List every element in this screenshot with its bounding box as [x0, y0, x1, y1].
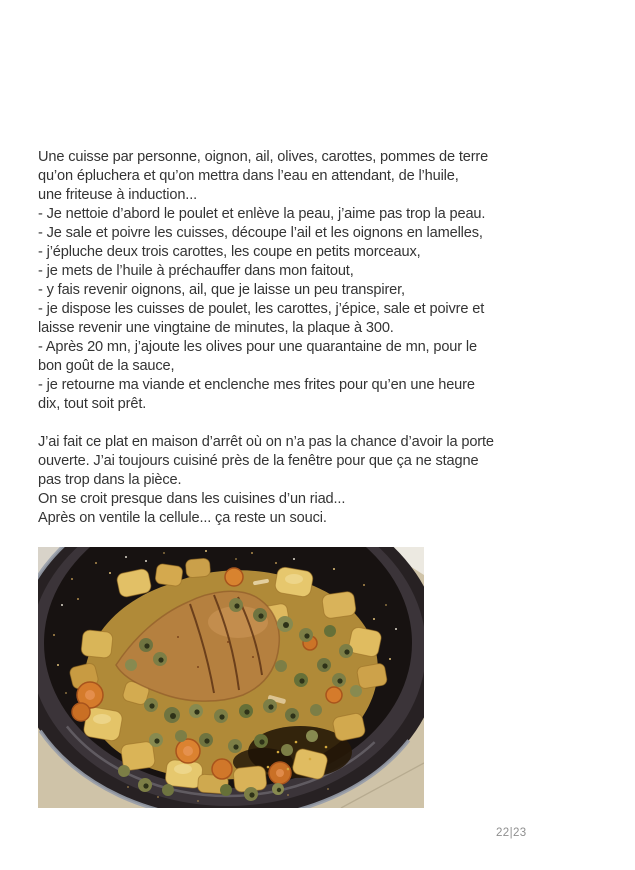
body-text-line: - j’épluche deux trois carottes, les coupe en petits morceaux,	[38, 244, 421, 260]
body-text-line: - y fais revenir oignons, ail, que je laisse un peu transpirer,	[38, 282, 405, 298]
note-paragraph	[38, 433, 520, 528]
body-text-line: On se croit presque dans les cuisines d’un riad...	[38, 491, 346, 507]
body-text-line: - je retourne ma viande et enclenche mes frites pour qu’en une heure	[38, 377, 475, 393]
body-text-line: Après on ventile la cellule... ça reste un souci.	[38, 510, 327, 526]
body-text-line: Une cuisse par personne, oignon, ail, olives, carottes, pommes de terre	[38, 149, 489, 165]
body-text-line: dix, tout soit prêt.	[38, 396, 147, 412]
body-text-line: ouverte. J’ai toujours cuisiné près de la fenêtre pour que ça ne stagne	[38, 453, 479, 469]
body-text-line: - je dispose les cuisses de poulet, les carottes, j’épice, sale et poivre et	[38, 301, 485, 317]
recipe-paragraph	[38, 148, 520, 414]
body-text-line: - Je nettoie d’abord le poulet et enlève la peau, j’aime pas trop la peau.	[38, 206, 486, 222]
body-text-line: - Je sale et poivre les cuisses, découpe l’ail et les oignons en lamelles,	[38, 225, 483, 241]
body-text	[38, 148, 520, 528]
page-number: 22|23	[496, 827, 527, 839]
body-text-line: J’ai fait ce plat en maison d’arrêt où on n’a pas la chance d’avoir la porte	[38, 434, 494, 450]
body-text-line: - Après 20 mn, j’ajoute les olives pour une quarantaine de mn, pour le	[38, 339, 477, 355]
body-text-line: pas trop dans la pièce.	[38, 472, 182, 488]
body-text-line: laisse revenir une vingtaine de minutes, la plaque à 300.	[38, 320, 394, 336]
body-text-line: - je mets de l’huile à préchauffer dans mon faitout,	[38, 263, 354, 279]
dish-photo	[38, 547, 424, 808]
body-text-line: bon goût de la sauce,	[38, 358, 175, 374]
body-text-line: une friteuse à induction...	[38, 187, 198, 203]
body-text-line: qu’on épluchera et qu’on mettra dans l’eau en attendant, de l’huile,	[38, 168, 459, 184]
